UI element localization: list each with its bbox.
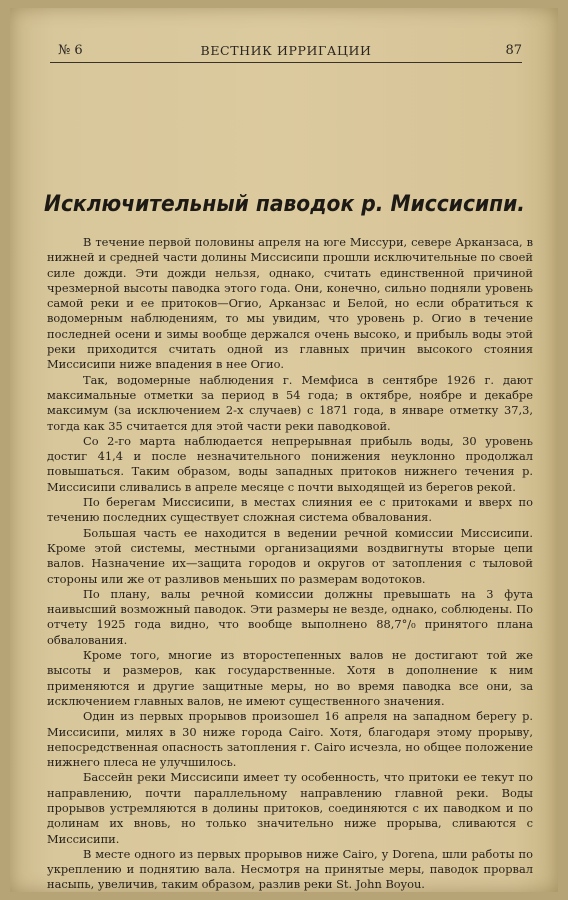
issue-number: № 6 bbox=[58, 43, 83, 58]
paragraph-2: Так, водомерные наблюдения г. Мемфиса в сентябре 1926 г. дают максимальные отметки за период в 54 года; в октябре, ноябре и декабре максимум (за исключением 2-х случаев) с 1871 года, в январе отметку 37,3, тогда как 35 считается для этой части реки паводковой. bbox=[47, 372, 533, 433]
paragraph-4: По берегам Миссисипи, в местах слияния ее с притоками и вверх по течению последних существует сложная система обвалования. bbox=[47, 495, 533, 525]
paragraph-10: В месте одного из первых прорывов ниже Cairo, у Dorena, шли работы по укреплению и поднятию вала. Несмотря на принятые меры, паводок прорвал насыпь, увеличив, таким образом, разлив реки St. John Boyou. bbox=[47, 846, 533, 892]
paragraph-5: Большая часть ее находится в ведении речной комиссии Миссисипи. Кроме этой системы, местными организациями воздвигнуты вторые цепи валов. Назначение их—защита городов и округов от затопления с тыловой стороны или же от разливов меньших по размерам водотоков. bbox=[47, 525, 533, 586]
article-body bbox=[47, 235, 533, 893]
journal-page bbox=[10, 8, 558, 892]
article-title: Исключительный паводок р. Миссисипи. bbox=[44, 192, 526, 217]
running-header bbox=[50, 42, 522, 63]
paragraph-9: Бассейн реки Миссисипи имеет ту особенность, что притоки ее текут по направлению, почти параллельному направлению главной реки. Воды прорывов устремляются в долины притоков, соединяются с их паводком и по долинам их вновь, но только значительно ниже прорыва, сливаются с Миссисипи. bbox=[47, 770, 533, 846]
journal-title: ВЕСТНИК ИРРИГАЦИИ bbox=[200, 43, 372, 58]
paragraph-1: В течение первой половины апреля на юге Миссури, севере Арканзаса, в нижней и средней части долины Миссисипи прошли исключительные по своей силе дожди. Эти дожди нельзя, однако, считать единственной причиной чрезмерной высоты паводка этого года. Они, конечно, сильно подняли уровень самой реки и ее притоков—Огио, Арканзас и Белой, но если обратиться к водомерным наблюдениям, то мы увидим, что уровень р. Огио в течение последней осени и зимы вообще держался очень высоко, и прибыль воды этой реки приходится считать одной из главных причин высокого стояния Миссисипи ниже впадения в нее Огио. bbox=[47, 235, 533, 372]
paragraph-6: По плану, валы речной комиссии должны превышать на 3 фута наивысший возможный паводок. Эти размеры не везде, однако, соблюдены. По отчету 1925 года видно, что вообще выполнено 88,7°/₀ принятого плана обвалования. bbox=[47, 586, 533, 647]
paragraph-3: Со 2-го марта наблюдается непрерывная прибыль воды, 30 уровень достиг 41,4 и после незначительного понижения неуклонно продолжал повышаться. Таким образом, воды западных притоков нижнего течения р. Миссисипи сливались в апреле месяце с почти выходящей из берегов рекой. bbox=[47, 433, 533, 494]
page-number: 87 bbox=[505, 43, 522, 58]
paragraph-8: Один из первых прорывов произошел 16 апреля на западном берегу р. Миссисипи, милях в 30 ниже города Cairo. Хотя, благодаря этому прорыву, непосредственная опасность затопления г. Cairo исчезла, но общее положение нижнего плеса не улучшилось. bbox=[47, 709, 533, 770]
paragraph-7: Кроме того, многие из второстепенных валов не достигают той же высоты и размеров, как государственные. Хотя в дополнение к ним применяются и другие защитные меры, но во время паводка все они, за исключением главных валов, не имеют существенного значения. bbox=[47, 648, 533, 708]
